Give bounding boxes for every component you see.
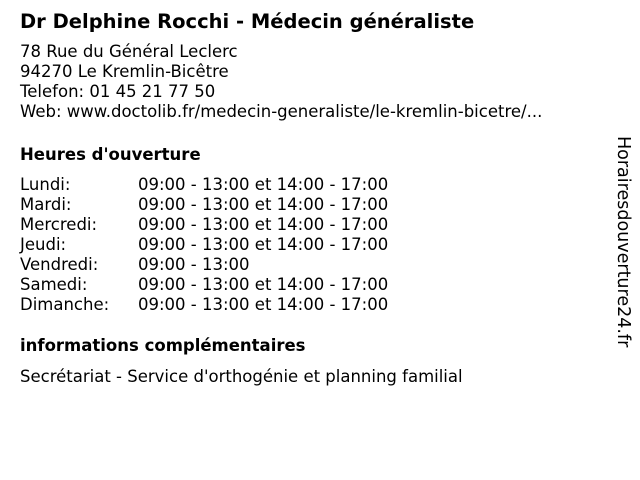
time-range: 09:00 - 13:00 et 14:00 - 17:00 (138, 175, 389, 194)
day-label: Samedi: (20, 275, 88, 294)
time-range: 09:00 - 13:00 (138, 255, 250, 274)
hours-row-vendredi (20, 255, 600, 275)
site-watermark: Horairesdouverture24.fr (613, 136, 633, 348)
hours-row-lundi (20, 175, 600, 195)
time-range: 09:00 - 13:00 et 14:00 - 17:00 (138, 195, 389, 214)
phone-number: Telefon: 01 45 21 77 50 (20, 82, 216, 101)
city-address: 94270 Le Kremlin-Bicêtre (20, 62, 229, 81)
hours-row-jeudi (20, 235, 600, 255)
hours-table (20, 175, 600, 315)
day-label: Mardi: (20, 195, 72, 214)
website-link[interactable]: Web: www.doctolib.fr/medecin-generaliste/le-kremlin-bicetre/... (20, 102, 543, 121)
info-heading: informations complémentaires (20, 336, 306, 355)
time-range: 09:00 - 13:00 et 14:00 - 17:00 (138, 215, 389, 234)
day-label: Vendredi: (20, 255, 99, 274)
day-label: Lundi: (20, 175, 71, 194)
time-range: 09:00 - 13:00 et 14:00 - 17:00 (138, 235, 389, 254)
hours-row-samedi (20, 275, 600, 295)
time-range: 09:00 - 13:00 et 14:00 - 17:00 (138, 275, 389, 294)
day-label: Mercredi: (20, 215, 98, 234)
info-text: Secrétariat - Service d'orthogénie et planning familial (20, 367, 463, 386)
street-address: 78 Rue du Général Leclerc (20, 42, 238, 61)
day-label: Dimanche: (20, 295, 110, 314)
time-range: 09:00 - 13:00 et 14:00 - 17:00 (138, 295, 389, 314)
hours-heading: Heures d'ouverture (20, 145, 201, 164)
address-block (20, 42, 600, 122)
hours-row-dimanche (20, 295, 600, 315)
day-label: Jeudi: (20, 235, 67, 254)
hours-row-mercredi (20, 215, 600, 235)
page-title: Dr Delphine Rocchi - Médecin généraliste (20, 10, 475, 33)
hours-row-mardi (20, 195, 600, 215)
business-listing (20, 9, 600, 387)
